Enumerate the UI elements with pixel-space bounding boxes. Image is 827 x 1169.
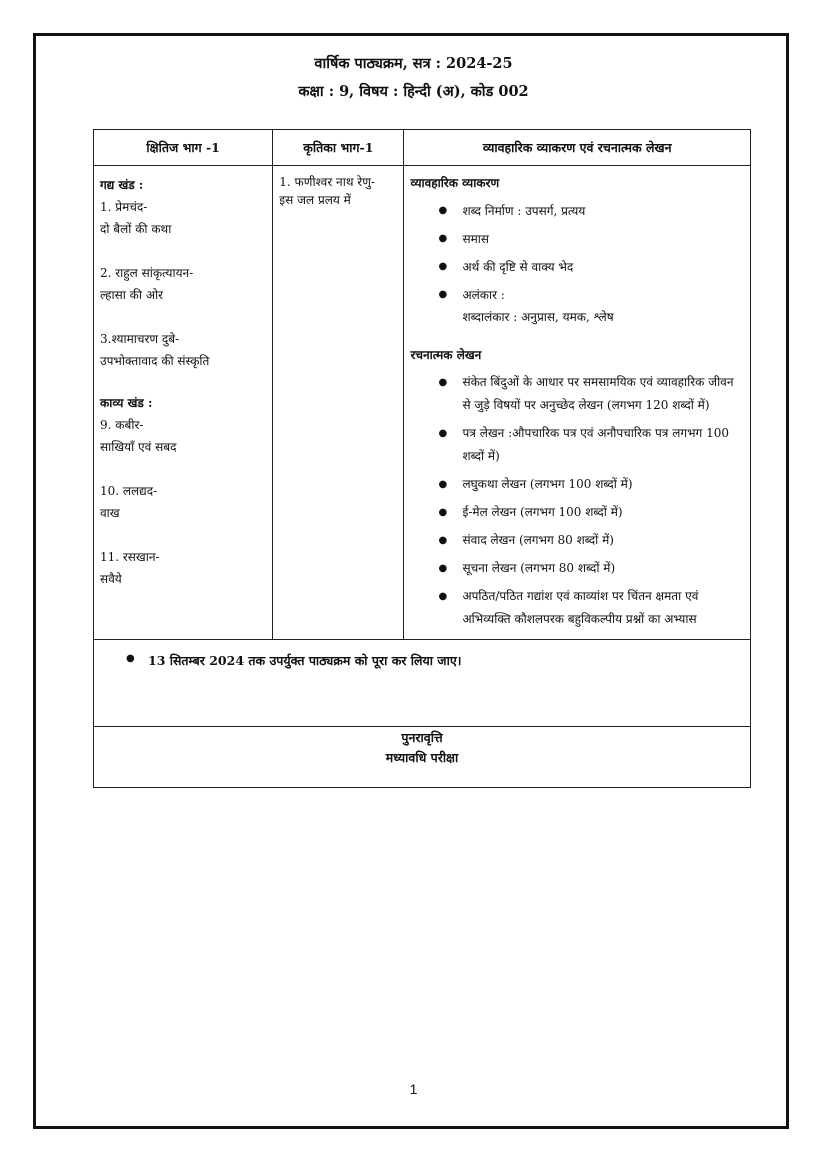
kshitij-cell (94, 166, 273, 640)
kritika-author: 1. फणीश्वर नाथ रेणु- (279, 175, 375, 189)
prose-item (100, 262, 266, 306)
list-item: ● लघुकथा लेखन (लगभग 100 शब्दों में) (410, 473, 744, 496)
poem: साखियाँ एवं सबद (100, 440, 177, 454)
poem: सवैये (100, 572, 122, 586)
prose-heading: गद्य खंड : (100, 178, 144, 192)
kritika-cell (273, 166, 404, 640)
poetry-item (100, 480, 266, 524)
poet: 11. रसखान- (100, 550, 160, 564)
list-item: ● समास (410, 228, 744, 250)
prose-item (100, 328, 266, 372)
list-item: ● संवाद लेखन (लगभग 80 शब्दों में) (410, 529, 744, 552)
grammar-writing-cell (404, 166, 751, 640)
revision-row (94, 727, 751, 788)
prose-chapter: उपभोक्तावाद की संस्कृति (100, 354, 210, 368)
revision-cell (94, 727, 751, 788)
poem: वाख (100, 506, 120, 520)
revision-label: पुनरावृत्ति (401, 730, 443, 745)
list-item: ● अलंकार : (410, 284, 744, 306)
column-header-grammar-writing: व्यावहारिक व्याकरण एवं रचनात्मक लेखन (404, 130, 751, 166)
page-subtitle: कक्षा : 9, विषय : हिन्दी (अ), कोड 002 (298, 83, 529, 100)
syllabus-table (93, 129, 751, 788)
poetry-heading: काव्य खंड : (100, 396, 153, 410)
kritika-chapter: इस जल प्रलय में (279, 193, 351, 207)
poet: 10. ललद्यद- (100, 484, 158, 498)
page-number: 1 (409, 1081, 418, 1097)
poetry-item (100, 414, 266, 458)
list-item: ● पत्र लेखन :औपचारिक पत्र एवं अनौपचारिक पत्र लगभग 100 शब्दों में) (410, 422, 744, 468)
column-header-kshitij: क्षितिज भाग -1 (94, 130, 273, 166)
grammar-heading: व्यावहारिक व्याकरण (410, 176, 500, 190)
list-item: ● सूचना लेखन (लगभग 80 शब्दों में) (410, 557, 744, 580)
note-row (94, 640, 751, 727)
prose-author: 3.श्यामाचरण दुबे- (100, 332, 180, 346)
list-item: ● अर्थ की दृष्टि से वाक्य भेद (410, 256, 744, 278)
list-item: ● शब्द निर्माण : उपसर्ग, प्रत्यय (410, 200, 744, 222)
prose-item (100, 196, 266, 240)
page-title: वार्षिक पाठ्यक्रम, सत्र : 2024-25 (314, 55, 513, 72)
column-header-kritika: कृतिका भाग-1 (273, 130, 404, 166)
writing-list (410, 371, 744, 631)
poetry-item (100, 546, 266, 590)
list-item: ● संकेत बिंदुओं के आधार पर समसामयिक एवं व्यावहारिक जीवन से जुड़े विषयों पर अनुच्छेद लेखन (लगभग 120 शब्दों में) (410, 371, 744, 417)
prose-chapter: दो बैलों की कथा (100, 222, 172, 236)
table-header-row (94, 130, 751, 166)
completion-note: ● 13 सितम्बर 2024 तक उपर्युक्त पाठ्यक्रम को पूरा कर लिया जाए। (94, 652, 750, 669)
poet: 9. कबीर- (100, 418, 144, 432)
list-item: ● ई-मेल लेखन (लगभग 100 शब्दों में) (410, 501, 744, 524)
prose-author: 2. राहुल सांकृत्यायन- (100, 266, 194, 280)
prose-chapter: ल्हासा की ओर (100, 288, 164, 302)
exam-label: मध्यावधि परीक्षा (385, 750, 459, 765)
alankar-subitem: शब्दालंकार : अनुप्रास, यमक, श्लेष (462, 310, 614, 324)
table-content-row (94, 166, 751, 640)
writing-heading: रचनात्मक लेखन (410, 348, 482, 362)
prose-author: 1. प्रेमचंद- (100, 200, 148, 214)
grammar-list (410, 200, 744, 306)
note-cell (94, 640, 751, 727)
list-item: ● अपठित/पठित गद्यांश एवं काव्यांश पर चिंतन क्षमता एवं अभिव्यक्ति कौशलपरक बहुविकल्पीय प्रश्नों का अभ्यास (410, 585, 744, 631)
